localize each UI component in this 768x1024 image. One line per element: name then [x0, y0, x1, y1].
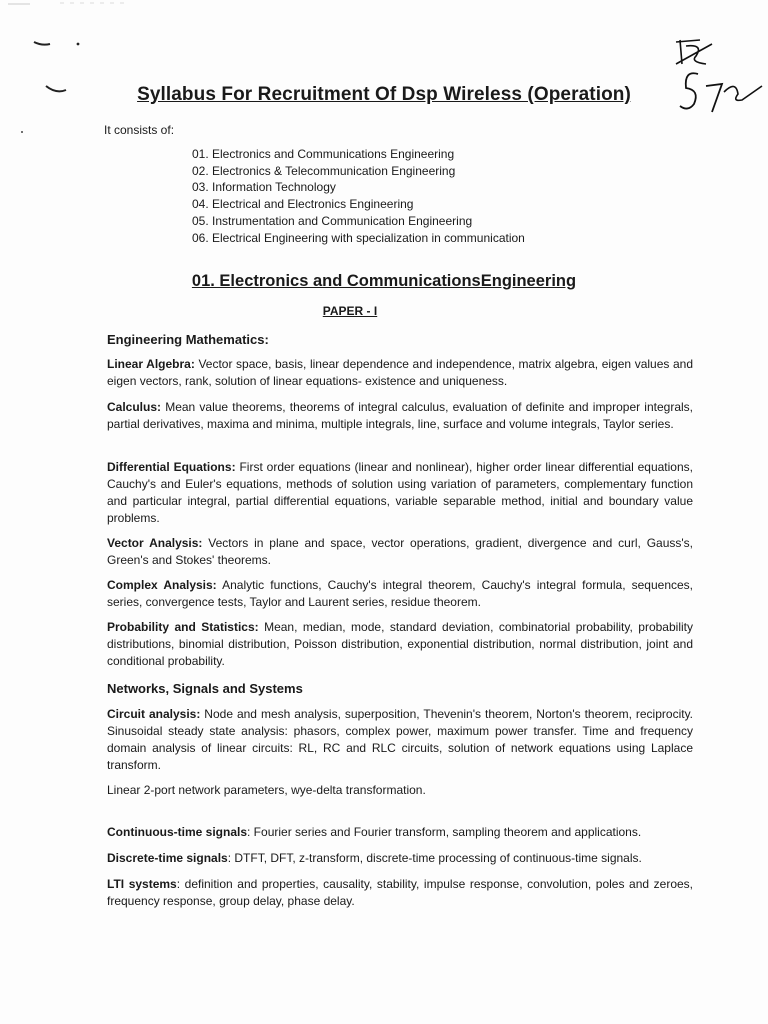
term-label: Complex Analysis: — [107, 578, 217, 592]
paragraph-text: : Fourier series and Fourier transform, sampling theorem and applications. — [247, 825, 642, 839]
term-label: Calculus: — [107, 400, 162, 414]
list-item: 03. Information Technology — [192, 180, 336, 195]
paragraph-text: Node and mesh analysis, superposition, Thevenin's theorem, Norton's theorem, reciprocity. Sinusoidal steady state analysis: phasors, complex power, maximum power transfer. Time and frequency domain analysis of linear circuits: RL, RC and RLC circuits, solution of network equations using Laplace transform. — [107, 707, 694, 772]
term-label: Vector Analysis: — [107, 536, 203, 550]
paragraph-vector-analysis — [107, 535, 693, 569]
handwritten-page-number — [0, 0, 768, 140]
paragraph-text: Vector space, basis, linear dependence and independence, matrix algebra, eigen values and eigen vectors, rank, solution of linear equations- existence and uniqueness. — [107, 357, 693, 388]
paragraph-continuous-time-signals — [107, 824, 693, 841]
paragraph-probability-statistics — [107, 619, 693, 670]
paragraph-calculus — [107, 399, 693, 433]
term-label: Differential Equations: — [107, 460, 236, 474]
term-label: Discrete-time signals — [107, 851, 228, 865]
paragraph-text: Vectors in plane and space, vector operations, gradient, divergence and curl, Gauss's, Green's and Stokes' theorems. — [107, 536, 693, 567]
paragraph-text: Mean value theorems, theorems of integral calculus, evaluation of definite and improper integrals, partial derivatives, maxima and minima, multiple integrals, line, surface and volume integrals, Taylor series. — [107, 400, 693, 431]
paragraph-discrete-time-signals — [107, 850, 693, 867]
document-title: Syllabus For Recruitment Of Dsp Wireless (Operation) — [137, 84, 631, 105]
list-item: 05. Instrumentation and Communication Engineering — [192, 213, 473, 228]
paragraph-lti-systems — [107, 876, 693, 910]
paragraph-text: Analytic functions, Cauchy's integral theorem, Cauchy's integral formula, sequences, series, convergence tests, Taylor and Laurent series, residue theorem. — [107, 578, 693, 609]
paragraph-two-port — [107, 782, 693, 799]
term-label: LTI systems — [107, 877, 177, 891]
heading-engineering-mathematics: Engineering Mathematics: — [107, 332, 269, 347]
paragraph-text: : definition and properties, causality, stability, impulse response, convolution, poles and zeroes, frequency response, group delay, phase delay. — [107, 877, 693, 908]
list-item: 06. Electrical Engineering with specialization in communication — [192, 230, 525, 245]
paper-label: PAPER - I — [322, 304, 378, 318]
list-item: 01. Electronics and Communications Engineering — [192, 147, 455, 161]
intro-text: It consists of: — [104, 123, 175, 137]
term-label: Continuous-time signals — [107, 825, 248, 839]
paragraph-text: : DTFT, DFT, z-transform, discrete-time processing of continuous-time signals. — [227, 851, 642, 865]
paragraph-complex-analysis — [107, 577, 693, 611]
paragraph-text: First order equations (linear and nonlinear), higher order linear differential equations, Cauchy's and Euler's equations, methods of solution using variation of parameters, complementary function and particular integral, partial differential equations, variable separable method, initial and boundary value problems. — [107, 460, 693, 525]
list-item: 04. Electrical and Electronics Engineering — [192, 197, 414, 212]
discipline-list — [192, 146, 525, 246]
section-title: 01. Electronics and CommunicationsEngineering — [191, 272, 577, 290]
paragraph-differential-equations — [107, 459, 693, 527]
heading-networks-signals-systems: Networks, Signals and Systems — [107, 681, 303, 696]
paragraph-text: Mean, median, mode, standard deviation, combinatorial probability, probability distributions, binomial distribution, Poisson distribution, exponential distribution, normal distribution, joint and conditional probability. — [107, 620, 693, 668]
paragraph-text: Linear 2-port network parameters, wye-delta transformation. — [107, 783, 426, 797]
term-label: Probability and Statistics: — [107, 620, 259, 634]
list-item: 02. Electronics & Telecommunication Engineering — [192, 163, 456, 178]
paragraph-linear-algebra — [107, 356, 693, 390]
term-label: Linear Algebra: — [107, 357, 195, 371]
term-label: Circuit analysis: — [107, 707, 201, 721]
paragraph-circuit-analysis — [107, 706, 693, 774]
